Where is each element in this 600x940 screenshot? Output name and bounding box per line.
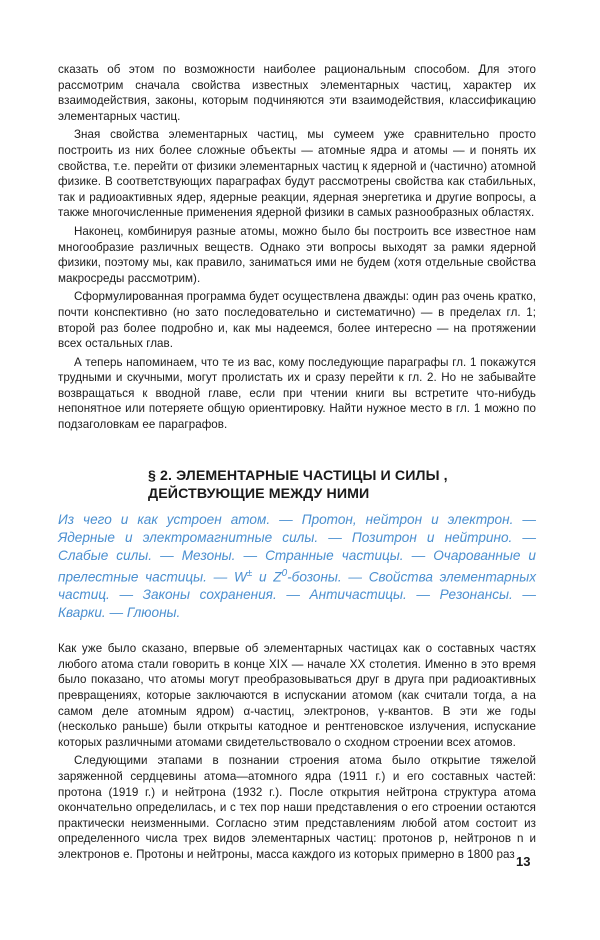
paragraph-program: Сформулированная программа будет осуществлена дважды: один раз очень кратко, почти конспективно (но зато последовательно и систематично) — в пределах гл. 1; второй раз более подробно и, как мы надеемся, более интересно — на протяжении всех остальных глав.: [58, 290, 536, 351]
z-boson-letter: Z: [273, 569, 282, 585]
paragraph-combining-atoms: Наконец, комбинируя разные атомы, можно было бы построить все известное нам многообразие различных веществ. Однако эти вопросы выходят за рамки ядерной физики, поэтому мы, как правило, заниматься ими не будем (хотя отдельные свойства макросреды рассмотрим).: [58, 224, 536, 285]
w-boson-letter: W: [233, 569, 247, 585]
paragraph-properties: Зная свойства элементарных частиц, мы сумеем уже сравнительно просто построить из них более сложные объекты — атомные ядра и атомы — и понять их свойства, т.е. перейти от физики элементарных частиц к ядерной и (частично) атомной физике. В соответствующих параграфах будут рассмотрены свойства как стабильных, так и радиоактивных ядер, ядерные реакции, ядерная энергетика и другие вопросы, а также многочисленные применения ядерной физики в самых разнообразных областях.: [58, 128, 536, 220]
section-heading-line-1: § 2. ЭЛЕМЕНТАРНЫЕ ЧАСТИЦЫ И СИЛЫ ,: [148, 467, 448, 484]
paragraph-intro-continuation: сказать об этом по возможности наиболее рациональным способом. Для этого рассмотрим сначала свойства известных элементарных частиц, характер их взаимодействия, законы, которым подчиняются эти взаимодействия, классификацию элементарных частиц.: [58, 63, 536, 123]
paragraph-reminder: А теперь напоминаем, что те из вас, кому последующие параграфы гл. 1 покажутся трудными и скучными, могут пролистать их и сразу перейти к гл. 2. Но не забывайте возвращаться к вводной главе, если при чтении книги вы встретите что-нибудь непонятное или потеряете общую ориентировку. Найти нужное место в гл. 1 можно по подзаголовкам ее параграфов.: [58, 355, 536, 432]
topics-text-start: Из чего и как устроен атом. — Протон, нейтрон и электрон. — Ядерные и электромагнитные силы. — Позитрон и нейтрино. — Слабые силы. — Мезоны. — Странные частицы. — Очарованные и прелестные частицы. —: [58, 511, 536, 585]
page-body: [58, 62, 536, 863]
topics-conjunction: и: [252, 569, 274, 585]
paragraph-nucleus-discovery: Следующими этапами в познании строения атома было открытие тяжелой заряженной сердцевины атома—атомного ядра (1911 г.) и его составных частей: протона (1919 г.) и нейтрона (1932 г.). После открытия нейтрона структура атома окончательно определилась, и с тех пор наши представления о его строении остаются практически неизменными. Согласно этим представлениям любой атом состоит из определенного числа трех видов элементарных частиц: протонов p, нейтронов n и электронов e. Протоны и нейтроны, масса каждого из которых примерно в 1800 раз: [58, 754, 536, 861]
section-heading: [58, 467, 536, 503]
w-boson-superscript: ±: [246, 567, 253, 579]
paragraph-history: Как уже было сказано, впервые об элементарных частицах как о составных частях любого атома стали говорить в конце XIX — начале XX столетия. Именно в это время было показано, что атомы могут преобразовываться друг в друга при радиоактивных превращениях, которые заключаются в испускании атомом (как считали тогда, а на самом деле атомным ядром) α-частиц, электронов, γ-квантов. В эти же годы (несколько раньше) были открыты катодное и рентгеновское излучения, испускание которых различными атомами свидетельствовало о сходном строении всех атомов.: [58, 642, 536, 749]
page-number: 13: [516, 854, 531, 869]
section-topics: [58, 511, 536, 623]
section-heading-line-2: ДЕЙСТВУЮЩИЕ МЕЖДУ НИМИ: [148, 485, 370, 502]
topics-text-end: -бозоны. — Свойства элементарных частиц. — Законы сохранения. — Античастицы. — Резонансы. — Кварки. — Глюоны.: [58, 569, 537, 621]
z-boson-superscript: 0: [281, 567, 288, 579]
